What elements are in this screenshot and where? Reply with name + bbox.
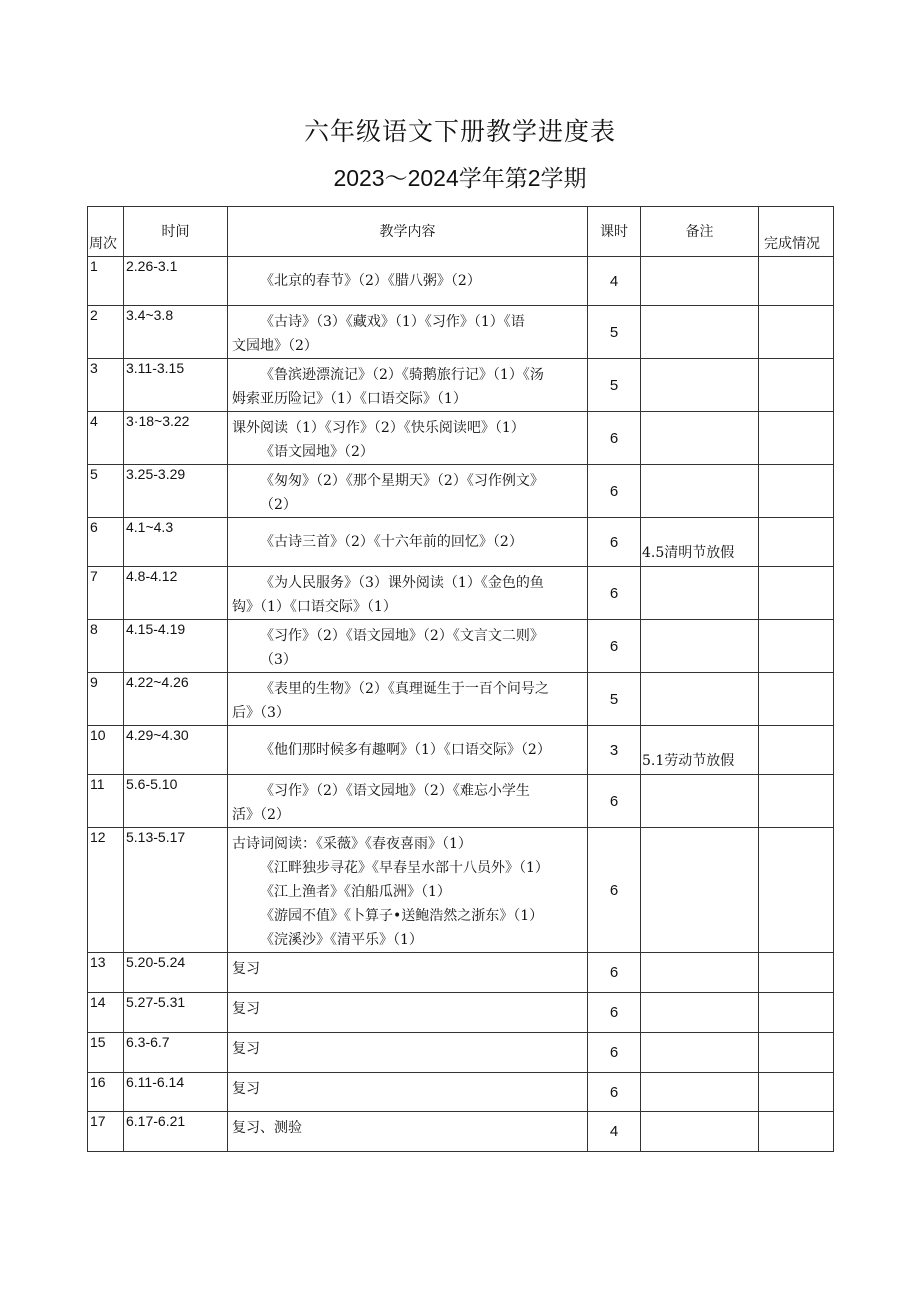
hours-cell: 3 bbox=[588, 726, 641, 775]
week-cell: 4 bbox=[88, 412, 124, 465]
content-line: 课外阅读（1）《习作》（2）《快乐阅读吧》（1） bbox=[232, 420, 525, 436]
content-line: 《鲁滨逊漂流记》（2）《骑鹅旅行记》（1）《汤 bbox=[260, 367, 544, 383]
done-cell[interactable] bbox=[759, 359, 834, 412]
content-cell bbox=[228, 518, 588, 567]
week-cell: 3 bbox=[88, 359, 124, 412]
hours-cell: 6 bbox=[588, 465, 641, 518]
content-line: 姆索亚历险记》（1）《口语交际》（1） bbox=[232, 391, 467, 407]
done-cell[interactable] bbox=[759, 1033, 834, 1073]
time-cell: 4.15-4.19 bbox=[124, 620, 228, 673]
done-cell[interactable] bbox=[759, 775, 834, 828]
done-cell[interactable] bbox=[759, 1112, 834, 1152]
content-line: 复习 bbox=[232, 1001, 260, 1017]
week-cell: 5 bbox=[88, 465, 124, 518]
content-cell bbox=[228, 1033, 588, 1073]
content-cell bbox=[228, 1073, 588, 1112]
note-cell bbox=[641, 257, 759, 306]
content-cell bbox=[228, 567, 588, 620]
done-cell[interactable] bbox=[759, 306, 834, 359]
content-cell bbox=[228, 359, 588, 412]
table-row bbox=[88, 359, 834, 412]
time-cell: 5.27-5.31 bbox=[124, 993, 228, 1033]
week-cell: 8 bbox=[88, 620, 124, 673]
content-line: （2） bbox=[260, 497, 297, 513]
done-cell[interactable] bbox=[759, 567, 834, 620]
header-content: 教学内容 bbox=[228, 207, 588, 257]
table-row bbox=[88, 828, 834, 953]
hours-cell: 6 bbox=[588, 412, 641, 465]
hours-cell: 6 bbox=[588, 993, 641, 1033]
note-cell bbox=[641, 1073, 759, 1112]
content-line: 复习 bbox=[232, 961, 260, 977]
table-row bbox=[88, 257, 834, 306]
time-cell: 3·18~3.22 bbox=[124, 412, 228, 465]
table-row bbox=[88, 567, 834, 620]
done-cell[interactable] bbox=[759, 1073, 834, 1112]
done-cell[interactable] bbox=[759, 673, 834, 726]
note-cell bbox=[641, 673, 759, 726]
content-cell bbox=[228, 412, 588, 465]
done-cell[interactable] bbox=[759, 412, 834, 465]
table-row bbox=[88, 620, 834, 673]
done-cell[interactable] bbox=[759, 257, 834, 306]
week-cell: 15 bbox=[88, 1033, 124, 1073]
time-cell: 6.17-6.21 bbox=[124, 1112, 228, 1152]
content-cell bbox=[228, 775, 588, 828]
content-line: （3） bbox=[260, 652, 297, 668]
hours-cell: 5 bbox=[588, 673, 641, 726]
header-hours: 课时 bbox=[588, 207, 641, 257]
done-cell[interactable] bbox=[759, 620, 834, 673]
time-cell: 5.13-5.17 bbox=[124, 828, 228, 953]
note-cell bbox=[641, 412, 759, 465]
time-cell: 3.4~3.8 bbox=[124, 306, 228, 359]
week-cell: 11 bbox=[88, 775, 124, 828]
table-row bbox=[88, 993, 834, 1033]
note-cell: 4.5清明节放假 bbox=[641, 518, 759, 567]
table-row bbox=[88, 673, 834, 726]
content-line: 钩》（1）《口语交际》（1） bbox=[232, 599, 397, 615]
note-cell bbox=[641, 775, 759, 828]
time-cell: 3.11-3.15 bbox=[124, 359, 228, 412]
hours-cell: 6 bbox=[588, 775, 641, 828]
table-row bbox=[88, 1033, 834, 1073]
schedule-table bbox=[87, 206, 834, 1152]
content-cell bbox=[228, 306, 588, 359]
content-cell bbox=[228, 620, 588, 673]
time-cell: 5.6-5.10 bbox=[124, 775, 228, 828]
week-cell: 13 bbox=[88, 953, 124, 993]
header-time: 时间 bbox=[124, 207, 228, 257]
time-cell: 5.20-5.24 bbox=[124, 953, 228, 993]
content-line: 后》（3） bbox=[232, 705, 290, 721]
content-cell bbox=[228, 953, 588, 993]
done-cell[interactable] bbox=[759, 726, 834, 775]
content-line: 《北京的春节》（2）《腊八粥》（2） bbox=[260, 273, 481, 289]
content-line: 《习作》（2）《语文园地》（2）《文言文二则》 bbox=[260, 628, 544, 644]
table-row bbox=[88, 953, 834, 993]
table-row bbox=[88, 726, 834, 775]
hours-cell: 6 bbox=[588, 1033, 641, 1073]
content-cell bbox=[228, 257, 588, 306]
done-cell[interactable] bbox=[759, 953, 834, 993]
week-cell: 16 bbox=[88, 1073, 124, 1112]
week-cell: 7 bbox=[88, 567, 124, 620]
content-cell bbox=[228, 828, 588, 953]
time-cell: 2.26-3.1 bbox=[124, 257, 228, 306]
hours-cell: 6 bbox=[588, 953, 641, 993]
table-row bbox=[88, 412, 834, 465]
note-cell bbox=[641, 620, 759, 673]
content-line: 文园地》（2） bbox=[232, 338, 318, 354]
hours-cell: 5 bbox=[588, 306, 641, 359]
content-line: 《江畔独步寻花》《早春呈水部十八员外》（1） bbox=[260, 860, 549, 876]
content-line: 《游园不值》《卜算子•送鲍浩然之浙东》（1） bbox=[260, 908, 544, 924]
table-row bbox=[88, 1073, 834, 1112]
time-cell: 4.29~4.30 bbox=[124, 726, 228, 775]
week-cell: 1 bbox=[88, 257, 124, 306]
table-row bbox=[88, 775, 834, 828]
note-cell bbox=[641, 465, 759, 518]
content-cell bbox=[228, 465, 588, 518]
note-cell bbox=[641, 993, 759, 1033]
done-cell[interactable] bbox=[759, 993, 834, 1033]
table-row bbox=[88, 465, 834, 518]
time-cell: 6.11-6.14 bbox=[124, 1073, 228, 1112]
content-line: 《古诗三首》（2）《十六年前的回忆》（2） bbox=[260, 534, 523, 550]
hours-cell: 4 bbox=[588, 1112, 641, 1152]
content-line: 《浣溪沙》《清平乐》（1） bbox=[260, 932, 423, 948]
hours-cell: 6 bbox=[588, 1073, 641, 1112]
time-cell: 3.25-3.29 bbox=[124, 465, 228, 518]
note-cell bbox=[641, 828, 759, 953]
note-cell bbox=[641, 953, 759, 993]
content-line: 《习作》（2）《语文园地》（2）《难忘小学生 bbox=[260, 783, 530, 799]
week-cell: 12 bbox=[88, 828, 124, 953]
header-note: 备注 bbox=[641, 207, 759, 257]
content-cell bbox=[228, 726, 588, 775]
note-cell bbox=[641, 1033, 759, 1073]
week-cell: 6 bbox=[88, 518, 124, 567]
table-row bbox=[88, 518, 834, 567]
content-line: 《表里的生物》（2）《真理诞生于一百个问号之 bbox=[260, 681, 549, 697]
week-cell: 10 bbox=[88, 726, 124, 775]
header-done: 完成情况 bbox=[759, 207, 834, 257]
content-line: 复习 bbox=[232, 1081, 260, 1097]
note-cell bbox=[641, 1112, 759, 1152]
week-cell: 9 bbox=[88, 673, 124, 726]
content-line: 《语文园地》（2） bbox=[260, 444, 374, 460]
done-cell[interactable] bbox=[759, 828, 834, 953]
content-line: 《匆匆》（2）《那个星期天》（2）《习作例文》 bbox=[260, 473, 544, 489]
content-line: 《他们那时候多有趣啊》（1）《口语交际》（2） bbox=[260, 742, 551, 758]
table-row bbox=[88, 306, 834, 359]
content-cell bbox=[228, 673, 588, 726]
week-cell: 14 bbox=[88, 993, 124, 1033]
hours-cell: 6 bbox=[588, 567, 641, 620]
table-row bbox=[88, 1112, 834, 1152]
note-cell: 5.1劳动节放假 bbox=[641, 726, 759, 775]
note-cell bbox=[641, 359, 759, 412]
content-line: 《为人民服务》（3）课外阅读（1）《金色的鱼 bbox=[260, 575, 544, 591]
week-cell: 2 bbox=[88, 306, 124, 359]
time-cell: 6.3-6.7 bbox=[124, 1033, 228, 1073]
hours-cell: 6 bbox=[588, 620, 641, 673]
content-line: 古诗词阅读：《采薇》《春夜喜雨》（1） bbox=[232, 836, 472, 852]
header-week: 周次 bbox=[88, 207, 124, 257]
page-subtitle: 2023〜2024学年第2学期 bbox=[333, 165, 587, 191]
time-cell: 4.22~4.26 bbox=[124, 673, 228, 726]
done-cell[interactable] bbox=[759, 518, 834, 567]
time-cell: 4.1~4.3 bbox=[124, 518, 228, 567]
content-line: 活》（2） bbox=[232, 807, 290, 823]
hours-cell: 4 bbox=[588, 257, 641, 306]
content-line: 复习、测验 bbox=[232, 1120, 302, 1136]
hours-cell: 5 bbox=[588, 359, 641, 412]
content-line: 《古诗》（3）《藏戏》（1）《习作》（1）《语 bbox=[260, 314, 525, 330]
content-line: 《江上渔者》《泊船瓜洲》（1） bbox=[260, 884, 451, 900]
note-cell bbox=[641, 306, 759, 359]
hours-cell: 6 bbox=[588, 518, 641, 567]
done-cell[interactable] bbox=[759, 465, 834, 518]
header-row bbox=[88, 207, 834, 257]
time-cell: 4.8-4.12 bbox=[124, 567, 228, 620]
note-cell bbox=[641, 567, 759, 620]
content-cell bbox=[228, 1112, 588, 1152]
page-title: 六年级语文下册教学进度表 bbox=[303, 117, 616, 146]
content-cell bbox=[228, 993, 588, 1033]
content-line: 复习 bbox=[232, 1041, 260, 1057]
hours-cell: 6 bbox=[588, 828, 641, 953]
week-cell: 17 bbox=[88, 1112, 124, 1152]
